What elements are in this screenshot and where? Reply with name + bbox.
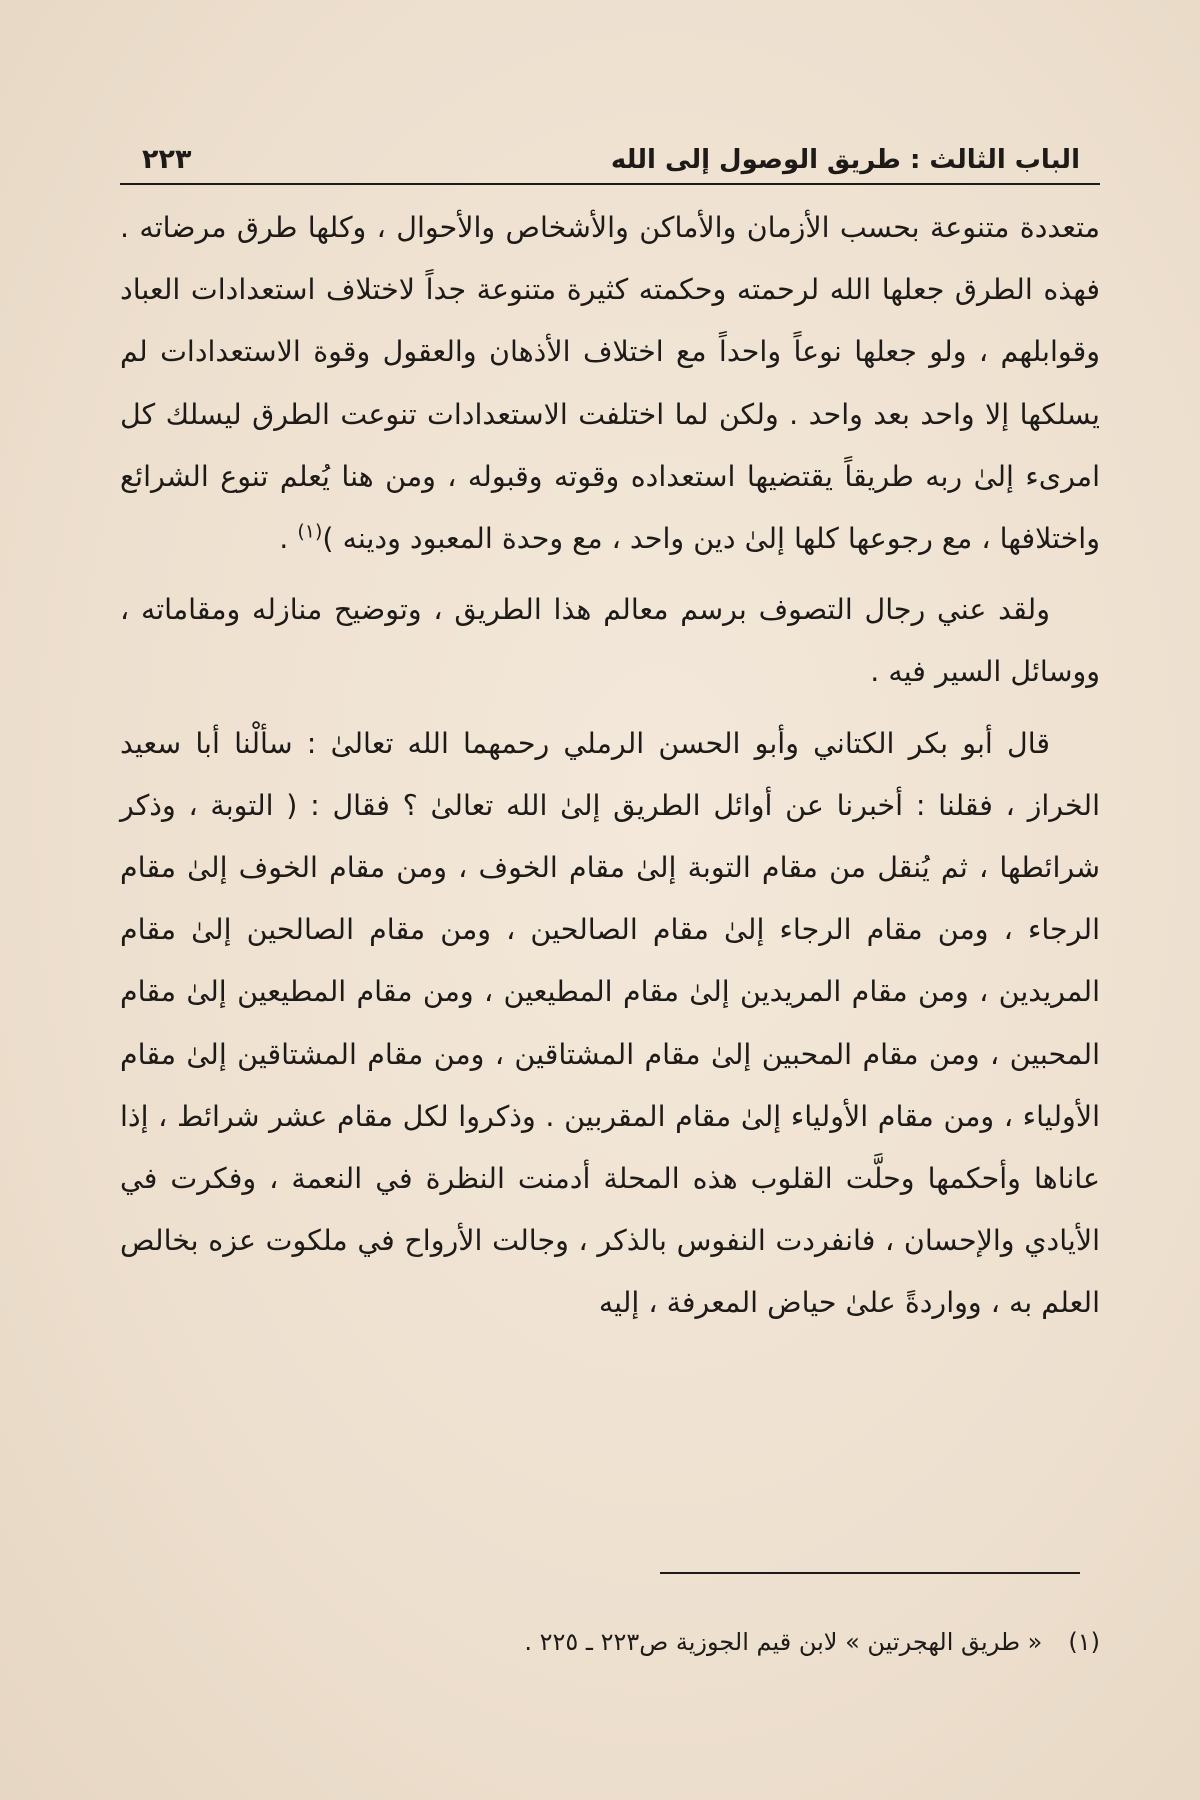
paragraph-2: ولقد عني رجال التصوف برسم معالم هذا الطريق ، وتوضيح منازله ومقاماته ، ووسائل السير فيه . <box>120 593 1100 689</box>
footnote-number: (١) <box>1068 1628 1100 1656</box>
page-number: ٢٢٣ <box>142 144 192 175</box>
paragraph-3: قال أبو بكر الكتاني وأبو الحسن الرملي رحمهما الله تعالىٰ : سألْنا أبا سعيد الخراز ، فقلنا : أخبرنا عن أوائل الطريق إلىٰ الله تعالىٰ ؟ فقال : ( التوبة ، وذكر شرائطها ، ثم يُنقل من مقام التوبة إلىٰ مقام الخوف ، ومن مقام الخوف إلىٰ مقام الرجاء ، ومن مقام الرجاء إلىٰ مقام الصالحين ، ومن مقام الصالحين إلىٰ مقام المريدين ، ومن مقام المريدين إلىٰ مقام المطيعين ، ومن مقام المطيعين إلىٰ مقام المحبين ، ومن مقام المحبين إلىٰ مقام المشتاقين ، ومن مقام المشتاقين إلىٰ مقام الأولياء ، ومن مقام الأولياء إلىٰ مقام المقربين . وذكروا لكل مقام عشر شرائط ، إذا عاناها وأحكمها وحلَّت القلوب هذه المحلة أدمنت النظرة في النعمة ، وفكرت في الأيادي والإحسان ، فانفردت النفوس بالذكر ، وجالت الأرواح في ملكوت عزه بخالص العلم به ، وواردةً علىٰ حياض المعرفة ، إليه <box>120 726 1100 1320</box>
footnote <box>524 1622 1100 1662</box>
paragraph-1-text: متعددة متنوعة بحسب الأزمان والأماكن والأشخاص والأحوال ، وكلها طرق مرضاته . فهذه الطرق جعلها الله لرحمته وحكمته كثيرة متنوعة جداً لاختلاف استعدادات العباد وقوابلهم ، ولو جعلها نوعاً واحداً مع اختلاف الأذهان والعقول وقوة الاستعدادات لم يسلكها إلا واحد بعد واحد . ولكن لما اختلفت الاستعدادات تنوعت الطرق ليسلك كل امرىء إلىٰ ربه طريقاً يقتضيها استعداده وقوته وقبوله ، ومن هنا يُعلم تنوع الشرائع واختلافها ، مع رجوعها كلها إلىٰ دين واحد ، مع وحدة المعبود ودينه ) <box>120 211 1100 556</box>
book-page <box>120 0 1100 1800</box>
running-head <box>120 128 1100 180</box>
body-text <box>120 197 1100 1335</box>
footnote-rule <box>660 1572 1080 1574</box>
paragraph-1-end: . <box>279 522 298 556</box>
chapter-title: الباب الثالث : طريق الوصول إلى الله <box>610 145 1080 175</box>
header-rule <box>120 183 1100 185</box>
footnote-reference[interactable]: (١) <box>297 520 323 543</box>
paragraph-1 <box>120 197 1100 570</box>
footnote-text: « طريق الهجرتين » لابن قيم الجوزية ص٢٢٣ ـ ٢٢٥ . <box>524 1628 1043 1656</box>
